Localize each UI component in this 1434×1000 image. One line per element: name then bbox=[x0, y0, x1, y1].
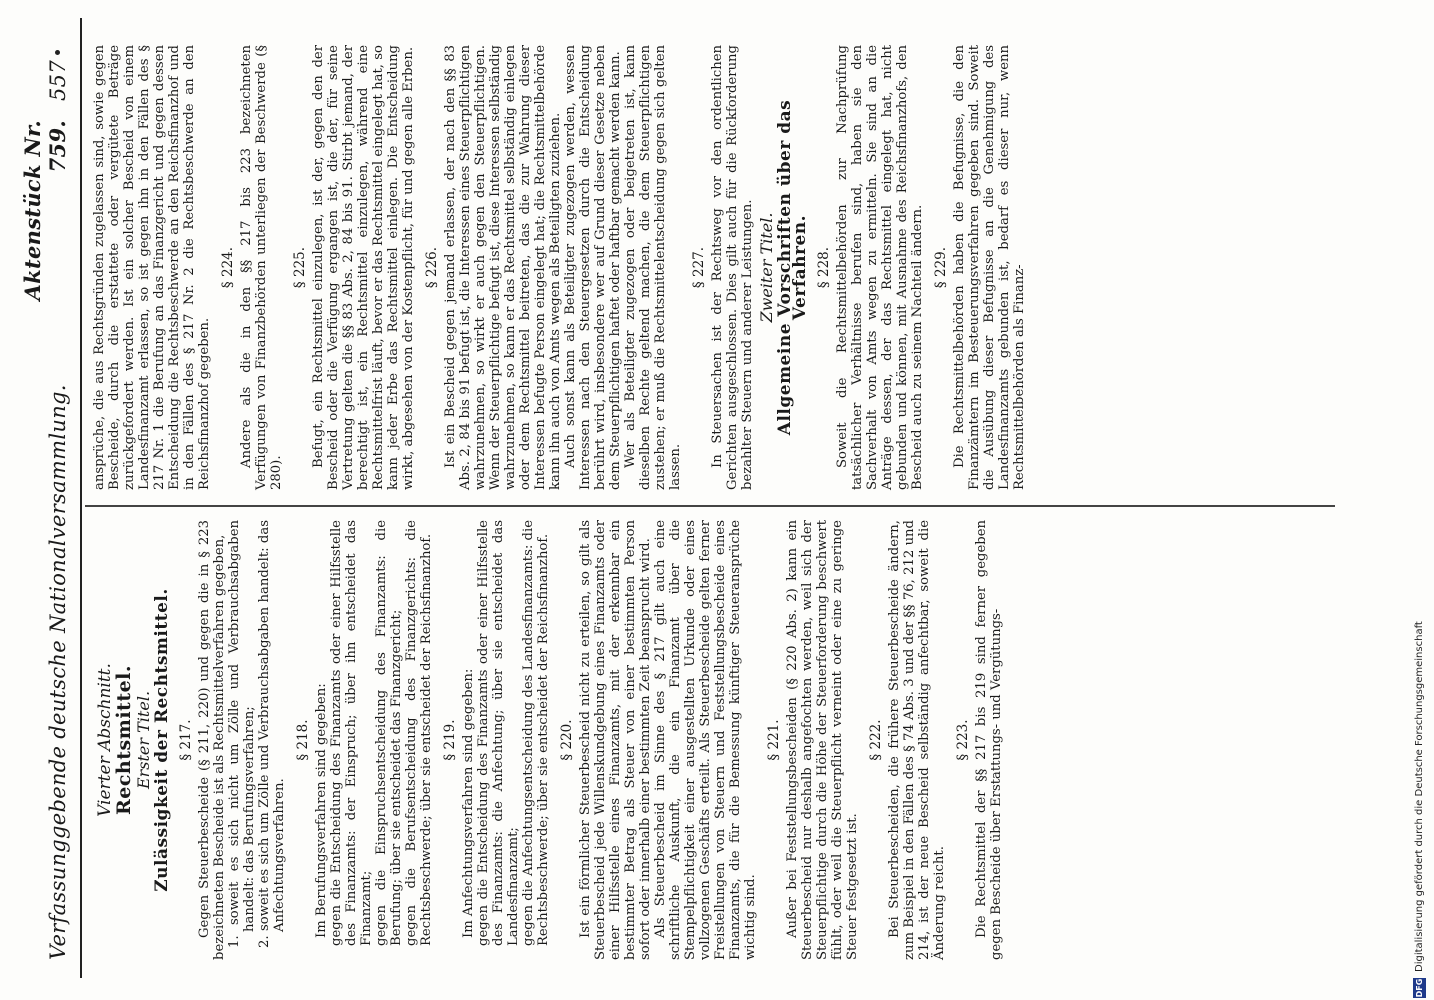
dfg-logo: DFG bbox=[1414, 978, 1424, 998]
paragraph-text: Soweit die Rechtsmittelbehörden zur Nachprüfung tatsächlicher Verhältnisse berufen sind, haben sie den Sachverhalt von Amts wegen zu ermitteln. Sie sind an die Anträge dessen, der das Rechtsmittel eingelegt hat, nicht gebunden und können, mit Ausnahme des Reichsfinanzhofs, den Bescheid auch zu seinem Nachteil ändern. bbox=[835, 45, 925, 490]
list-item: 2. soweit es sich um Zölle und Verbrauchsabgaben handelt: das Anfechtungsverfahren. bbox=[257, 520, 287, 948]
page-header bbox=[20, 60, 70, 960]
title-number: Erster Titel. bbox=[134, 690, 153, 790]
paragraph-text: ansprüche, die aus Rechtsgründen zugelassen sind, sowie gegen Bescheide, durch die erstattete oder vergütete Beträge zurückgefordert werden. Ist ein solcher Bescheid von einem Landesfinanzamt erlassen, so ist gegen ihn in den Fällen des § 217 Nr. 1 die Berufung an das Finanzgericht und gegen dessen Entscheidung die Rechtsbeschwerde an den Reichsfinanzhof und in den Fällen des § 217 Nr. 2 die Rechtsbeschwerde an den Reichsfinanzhof gegeben. bbox=[92, 45, 212, 490]
credit-text: Digitalisierung gefördert durch die Deutsche Forschungsgemeinschaft bbox=[1413, 621, 1425, 972]
digitization-credit bbox=[1404, 0, 1434, 1000]
paragraph-number: § 223. bbox=[955, 719, 971, 761]
ink-dot bbox=[55, 50, 60, 55]
paragraph-text: Ist ein Bescheid gegen jemand erlassen, der nach den §§ 83 Abs. 2, 84 bis 91 befugt ist, die Interessen eines Steuerpflichtigen wahrzunehmen, so wirkt er auch gegen den Steuerpflichtigen. Wenn der Steuerpflichtige befugt ist, diese Interessen selbständig wahrzunehmen, so kann er das Rechtsmittel selbständig einlegen oder dem Rechtsmittel beitreten, das die zur Wahrung dieser Interessen befugte Person eingelegt hat; die Rechtsmittelbehörde kann ihn auch von Amts wegen als Beteiligten zuziehen. bbox=[443, 45, 563, 490]
title-heading: Allgemeine Vorschriften über das Verfahren. bbox=[775, 99, 810, 436]
paragraph-number: § 218. bbox=[295, 719, 311, 761]
paragraph-text: Im Anfechtungsverfahren sind gegeben: bbox=[461, 668, 476, 938]
section-title: Vierter Abschnitt. bbox=[95, 663, 115, 817]
paragraph-number: § 225. bbox=[292, 246, 308, 289]
paragraph-number: § 219. bbox=[442, 719, 458, 761]
paragraph-number: § 226. bbox=[424, 246, 440, 289]
paragraph-number: § 227. bbox=[691, 246, 707, 289]
title-number: Zweiter Titel. bbox=[757, 212, 776, 323]
paragraph-text: Bei Steuerbescheiden, die frühere Steuerbescheide ändern, zum Beispiel in den Fällen des § 74 Abs. 3 und der §§ 76, 212 und 214, ist der neue Bescheid selbständig anfechtbar, soweit die Änderung reicht. bbox=[887, 520, 947, 960]
right-column bbox=[92, 45, 1027, 490]
paragraph-text: Als Steuerbescheid im Sinne des § 217 gilt auch eine schriftliche Auskunft, die ein Finanzamt über die Stempelpflichtigkeit einer ausgestellten Urkunde oder eines vollzogenen Geschäfts erteilt. Als Steuerbescheide gelten ferner Freistellungen von Steuern und Feststellungsbescheide eines Finanzamts, die für die Bemessung künftiger Steueransprüche wichtig sind. bbox=[653, 520, 758, 960]
paragraph-text: Im Berufungsverfahren sind gegeben: bbox=[314, 683, 329, 938]
title-heading: Zulässigkeit der Rechtsmittel. bbox=[152, 588, 172, 892]
paragraph-number: § 220. bbox=[559, 719, 575, 761]
list-item: gegen die Entscheidung des Finanzamts oder einer Hilfsstelle des Finanzamts: der Einspruch; über ihn entscheidet das Finanzamt; bbox=[329, 520, 374, 946]
paragraph-text: Die Rechtsmittelbehörden haben die Befugnisse, die den Finanzämtern im Besteuerungsverfahren gegeben sind. Soweit die Ausübung dieser Befugnisse an die Genehmigung des Landesfinanzamts gebunden ist, bedarf es dieser nur, wenn Rechtsmittelbehörden als Finanz- bbox=[952, 45, 1027, 490]
page-number: 557 bbox=[46, 60, 70, 101]
paragraph-number: § 228. bbox=[816, 246, 832, 289]
paragraph-text: Auch sonst kann als Beteiligter zugezogen werden, wessen Interessen nach den Steuergesetzen durch die Entscheidung berührt wird, insbesondere wer auf Grund dieser Gesetze neben dem Steuerpflichtigen haftet oder haftbar gemacht werden kann. bbox=[563, 45, 623, 490]
paragraph-text: Ist ein förmlicher Steuerbescheid nicht zu erteilen, so gilt als Steuerbescheid jede Willenskundgebung eines Finanzamts oder einer Hilfsstelle eines Finanzamts, mit der erkennbar ein bestimmter Betrag als Steuer von einer bestimmten Person sofort oder innerhalb einer bestimmten Zeit beansprucht wird. bbox=[578, 520, 653, 960]
paragraph-number: § 229. bbox=[933, 246, 949, 289]
paragraph-number: § 224. bbox=[220, 246, 236, 289]
left-column bbox=[92, 520, 1004, 960]
paragraph-text: In Steuersachen ist der Rechtsweg vor den ordentlichen Gerichten ausgeschlossen. Dies gilt auch für die Rückforderung bezahlter Steuern und anderer Leistungen. bbox=[710, 45, 755, 490]
paragraph-text: Befugt, ein Rechtsmittel einzulegen, ist der, gegen den der Bescheid oder die Verfügung ergangen ist, die der, für seine Vertretung gelten die §§ 83 Abs. 2, 84 bis 91. Stirbt jemand, der berechtigt ist, ein Rechtsmittel einzulegen, während eine Rechtsmittelfrist läuft, bevor er das Rechtsmittel eingelegt hat, so kann jeder Erbe das Rechtsmittel einlegen. Die Entscheidung wirkt, abgesehen von der Kostenpflicht, für und gegen alle Erben. bbox=[311, 45, 416, 490]
section-heading: Rechtsmittel. bbox=[113, 664, 135, 816]
paragraph-text: Wer als Beteiligter zugezogen oder beigetreten ist, kann dieselben Rechte geltend machen, die dem Steuerpflichtigen zustehen; er muß die Rechtsmittelentscheidung gegen sich gelten lassen. bbox=[623, 45, 683, 490]
list-item: gegen die Berufsentscheidung des Finanzgerichts: die Rechtsbeschwerde; über sie entscheidet der Reichsfinanzhof. bbox=[404, 520, 434, 946]
document-reference: Aktenstück Nr. 759. bbox=[20, 120, 70, 301]
header-title: Verfassunggebende deutsche Nationalversammlung. bbox=[46, 384, 70, 960]
paragraph-text: Außer bei Feststellungsbescheiden (§ 220 Abs. 2) kann ein Steuerbescheid nur deshalb angefochten werden, weil sich der Steuerpflichtige durch die Höhe der Steuerforderung beschwert fühlt, oder weil die Steuerpflicht verneint oder eine zu geringe Steuer festgesetzt ist. bbox=[785, 520, 860, 960]
paragraph-text: Gegen Steuerbescheide (§ 211, 220) und gegen die in § 223 bezeichneten Bescheide ist als Rechtsmittelverfahren gegeben, bbox=[197, 520, 227, 960]
paragraph-text: Die Rechtsmittel der §§ 217 bis 219 sind ferner gegeben gegen Bescheide über Erstattungs- und Vergütungs- bbox=[974, 520, 1004, 960]
list-item: gegen die Einspruchsentscheidung des Finanzamts: die Berufung; über sie entscheidet das Finanzgericht; bbox=[374, 520, 404, 946]
list-item: gegen die Anfechtungsentscheidung des Landesfinanzamts: die Rechtsbeschwerde; über sie entscheidet der Reichsfinanzhof. bbox=[521, 520, 551, 946]
paragraph-number: § 221. bbox=[766, 719, 782, 761]
column-divider bbox=[85, 505, 1335, 507]
paragraph-number: § 222. bbox=[868, 719, 884, 761]
header-rule bbox=[80, 18, 82, 978]
list-item: 1. soweit es sich nicht um Zölle und Verbrauchsabgaben handelt: das Berufungsverfahren; bbox=[227, 520, 257, 948]
list-item: gegen die Entscheidung des Finanzamts oder einer Hilfsstelle des Finanzamts: die Anfechtung; über sie entscheidet das Landesfinanzamt; bbox=[476, 520, 521, 946]
paragraph-text: Andere als die in den §§ 217 bis 223 bezeichneten Verfügungen von Finanzbehörden unterliegen der Beschwerde (§ 280). bbox=[239, 45, 284, 490]
paragraph-number: § 217. bbox=[178, 719, 194, 761]
